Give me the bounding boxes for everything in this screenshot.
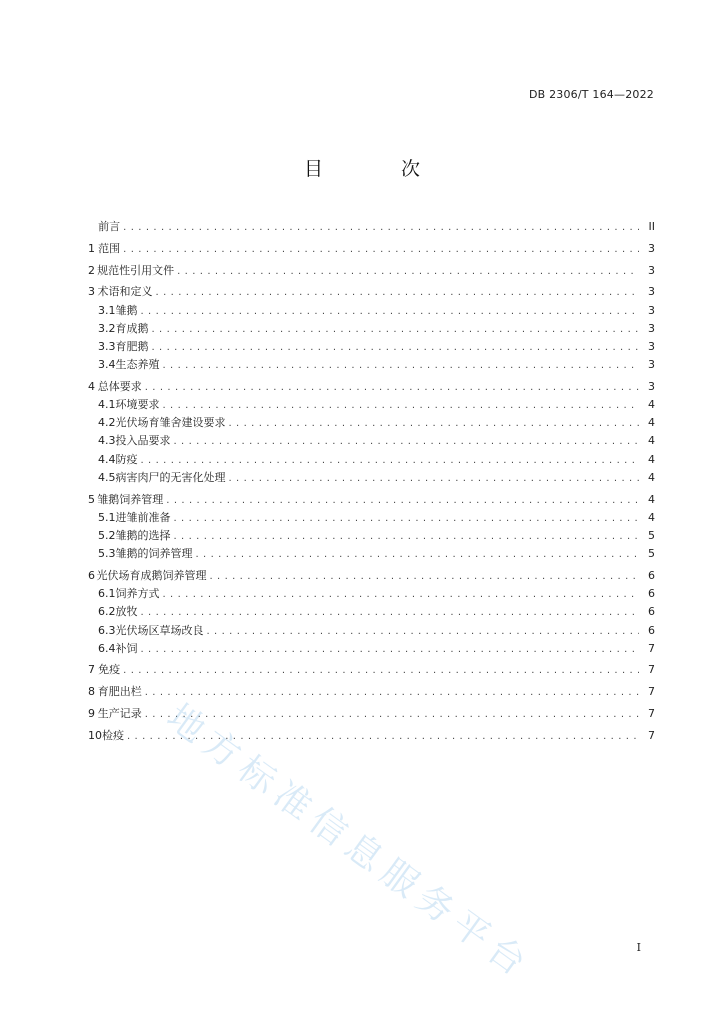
- toc-entry-number: 4: [88, 379, 95, 393]
- toc-entry[interactable]: [88, 603, 655, 621]
- toc-dot-leader: [141, 604, 640, 622]
- toc-entry-number: 4.5: [98, 470, 116, 484]
- toc-dot-leader: [152, 321, 640, 339]
- toc-entry[interactable]: [88, 527, 655, 545]
- document-code: DB 2306/T 164—2022: [528, 88, 654, 101]
- toc-dot-leader: [156, 284, 639, 302]
- toc-entry-page: 6: [648, 605, 655, 619]
- toc-entry-number: 6.1: [98, 587, 116, 601]
- toc-entry[interactable]: [88, 283, 655, 301]
- toc-entry[interactable]: [88, 545, 655, 563]
- toc-dot-leader: [163, 397, 640, 415]
- toc-entry-page: 3: [648, 285, 655, 299]
- toc-dot-leader: [127, 728, 639, 746]
- toc-entry-page: 3: [648, 339, 655, 353]
- toc-entry[interactable]: [88, 356, 655, 374]
- toc-dot-leader: [177, 263, 639, 281]
- toc-entry-page: 7: [648, 641, 655, 655]
- toc-entry-number: 4.2: [98, 416, 116, 430]
- toc-entry[interactable]: [88, 585, 655, 603]
- toc-entry-page: 3: [648, 358, 655, 372]
- toc-entry-number: 10: [88, 728, 102, 742]
- toc-dot-leader: [174, 528, 640, 546]
- toc-entry[interactable]: [88, 378, 655, 396]
- toc-entry-number: 1: [88, 241, 95, 255]
- toc-entry-label: 雏鹅饲养管理: [97, 492, 164, 506]
- toc-entry[interactable]: [88, 240, 655, 258]
- toc-entry-number: 3.4: [98, 358, 116, 372]
- toc-entry[interactable]: [88, 683, 655, 701]
- toc-dot-leader: [209, 568, 639, 586]
- toc-entry[interactable]: [88, 338, 655, 356]
- toc-dot-leader: [152, 339, 640, 357]
- toc-entry-label: 饲养方式: [115, 587, 160, 601]
- toc-entry[interactable]: [88, 218, 655, 236]
- toc-entry-label: 防疫: [115, 452, 138, 466]
- toc-entry[interactable]: [88, 509, 655, 527]
- toc-entry-page: 4: [648, 510, 655, 524]
- toc-entry-number: 4.1: [98, 398, 116, 412]
- toc-dot-leader: [174, 433, 640, 451]
- toc-entry-label: 生产记录: [97, 707, 142, 721]
- toc-entry[interactable]: [88, 469, 655, 487]
- toc-entry-page: 3: [648, 241, 655, 255]
- toc-dot-leader: [123, 241, 639, 259]
- toc-entry-label: 免疫: [98, 663, 121, 677]
- toc-entry-label: 放牧: [115, 605, 138, 619]
- toc-entry-label: 光伏场育成鹅饲养管理: [96, 568, 207, 582]
- toc-entry-page: 4: [648, 434, 655, 448]
- toc-entry-number: 7: [88, 663, 95, 677]
- toc-entry-page: 5: [648, 547, 655, 561]
- toc-entry-number: 6: [88, 568, 95, 582]
- toc-entry-label: 雏鹅的饲养管理: [115, 547, 193, 561]
- toc-entry-page: 4: [648, 470, 655, 484]
- toc-entry[interactable]: [88, 451, 655, 469]
- toc-entry[interactable]: [88, 567, 655, 585]
- table-of-contents: [88, 218, 655, 745]
- toc-entry-label: 检疫: [102, 728, 124, 742]
- toc-entry-label: 生态养殖: [115, 358, 160, 372]
- toc-entry-page: 4: [648, 398, 655, 412]
- toc-entry-number: 3.2: [98, 321, 116, 335]
- toc-entry-page: 6: [648, 623, 655, 637]
- toc-entry-page: 7: [648, 685, 655, 699]
- toc-entry[interactable]: [88, 491, 655, 509]
- toc-entry[interactable]: [88, 262, 655, 280]
- toc-entry-page: 3: [648, 379, 655, 393]
- toc-dot-leader: [163, 586, 640, 604]
- toc-entry-number: 9: [88, 707, 95, 721]
- toc-entry-number: 2: [88, 263, 95, 277]
- toc-entry-number: 5: [88, 492, 95, 506]
- toc-entry-number: 3: [88, 285, 95, 299]
- toc-dot-leader: [123, 219, 639, 237]
- toc-entry-page: 3: [648, 263, 655, 277]
- toc-entry[interactable]: [88, 320, 655, 338]
- toc-entry-label: 范围: [98, 241, 121, 255]
- toc-entry-label: 补饲: [115, 641, 138, 655]
- toc-entry-label: 总体要求: [97, 379, 142, 393]
- toc-dot-leader: [196, 546, 640, 564]
- toc-entry-label: 进雏前准备: [115, 510, 171, 524]
- toc-entry-number: 3.1: [98, 303, 116, 317]
- toc-entry[interactable]: [88, 640, 655, 658]
- toc-dot-leader: [145, 684, 639, 702]
- toc-dot-leader: [207, 623, 640, 641]
- toc-entry-number: 6.2: [98, 605, 116, 619]
- toc-entry-page: 3: [648, 321, 655, 335]
- toc-entry-number: 8: [88, 685, 95, 699]
- toc-entry-page: 7: [648, 663, 655, 677]
- toc-dot-leader: [229, 470, 640, 488]
- toc-entry-page: 4: [648, 416, 655, 430]
- toc-entry-label: 规范性引用文件: [97, 263, 175, 277]
- toc-dot-leader: [123, 662, 639, 680]
- toc-entry[interactable]: [88, 302, 655, 320]
- toc-entry-label: 光伏场区草场改良: [115, 623, 204, 637]
- toc-dot-leader: [145, 706, 639, 724]
- toc-dot-leader: [141, 452, 640, 470]
- toc-entry-number: 5.3: [98, 547, 116, 561]
- toc-entry-label: 投入品要求: [115, 434, 171, 448]
- toc-entry-page: 4: [648, 492, 655, 506]
- toc-entry-number: 6.4: [98, 641, 116, 655]
- toc-entry-label: 育肥出栏: [97, 685, 142, 699]
- toc-entry-label: 育成鹅: [115, 321, 149, 335]
- toc-dot-leader: [229, 415, 640, 433]
- toc-entry-page: II: [648, 220, 655, 233]
- toc-entry-page: 7: [648, 707, 655, 721]
- toc-entry-number: 4.3: [98, 434, 116, 448]
- toc-entry-page: 4: [648, 452, 655, 466]
- watermark: 地方标准信息服务平台: [159, 696, 540, 989]
- toc-title: 目 次: [303, 158, 457, 180]
- toc-dot-leader: [174, 510, 640, 528]
- toc-entry-page: 7: [648, 728, 655, 742]
- toc-entry[interactable]: [88, 432, 655, 450]
- toc-entry-label: 育肥鹅: [115, 339, 149, 353]
- toc-entry[interactable]: [88, 727, 655, 745]
- toc-entry[interactable]: [88, 705, 655, 723]
- toc-dot-leader: [141, 641, 640, 659]
- toc-dot-leader: [141, 303, 640, 321]
- toc-entry-number: 3.3: [98, 339, 116, 353]
- toc-entry-number: 4.4: [98, 452, 116, 466]
- toc-entry[interactable]: [88, 622, 655, 640]
- toc-entry-label: 病害肉尸的无害化处理: [115, 470, 226, 484]
- toc-entry[interactable]: [88, 414, 655, 432]
- toc-entry-label: 雏鹅的选择: [115, 528, 171, 542]
- toc-entry-page: 6: [648, 568, 655, 582]
- toc-entry-number: 5.1: [98, 510, 116, 524]
- page-number: I: [636, 941, 641, 954]
- toc-dot-leader: [163, 357, 640, 375]
- toc-entry-page: 3: [648, 303, 655, 317]
- toc-entry[interactable]: [88, 396, 655, 414]
- toc-entry-page: 6: [648, 587, 655, 601]
- toc-entry-label: 前言: [98, 220, 121, 233]
- toc-dot-leader: [166, 492, 639, 510]
- toc-entry[interactable]: [88, 661, 655, 679]
- toc-entry-number: 6.3: [98, 623, 116, 637]
- toc-entry-number: 5.2: [98, 528, 116, 542]
- toc-entry-label: 术语和定义: [97, 285, 153, 299]
- toc-dot-leader: [145, 379, 639, 397]
- toc-entry-label: 环境要求: [115, 398, 160, 412]
- toc-entry-label: 光伏场育雏舍建设要求: [115, 416, 226, 430]
- toc-entry-label: 雏鹅: [115, 303, 138, 317]
- toc-entry-page: 5: [648, 528, 655, 542]
